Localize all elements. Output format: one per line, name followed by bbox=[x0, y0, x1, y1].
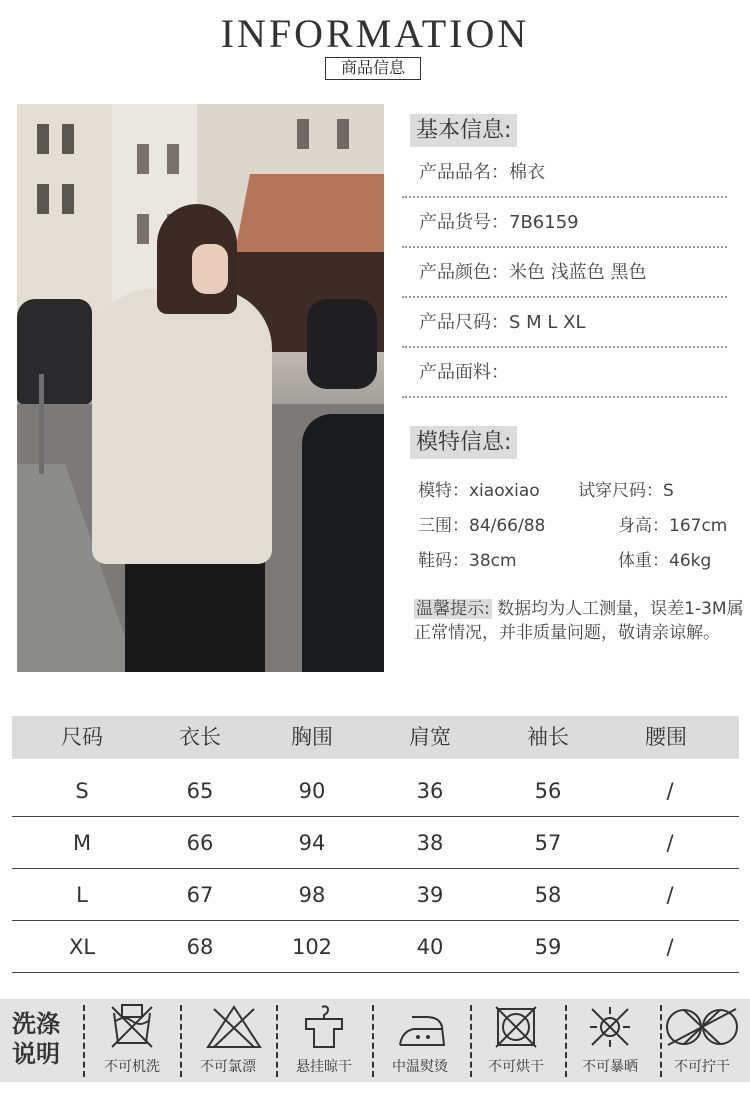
wash-label: 悬挂晾干 bbox=[296, 1059, 352, 1075]
model-shoe-size: 鞋码：38cm bbox=[418, 551, 517, 571]
wash-label: 不可暴晒 bbox=[582, 1059, 638, 1075]
size-table-header bbox=[12, 716, 739, 759]
model-info-heading: 模特信息: bbox=[410, 426, 517, 459]
table-row: L 67 98 39 58 / bbox=[12, 869, 739, 921]
product-photo bbox=[17, 104, 384, 672]
table-row: M 66 94 38 57 / bbox=[12, 817, 739, 869]
col-header-sleeve: 袖长 bbox=[527, 725, 569, 749]
wash-label: 不可机洗 bbox=[104, 1059, 160, 1075]
no-sun-icon bbox=[586, 1003, 634, 1051]
measurement-tip bbox=[414, 597, 744, 645]
wash-item-no-wring bbox=[656, 999, 748, 1082]
info-row-color: 产品颜色：米色 浅蓝色 黑色 bbox=[402, 248, 727, 298]
wash-title: 洗涤说明 bbox=[12, 1010, 60, 1068]
col-header-chest: 胸围 bbox=[291, 725, 333, 749]
wash-label: 不可烘干 bbox=[488, 1059, 544, 1075]
no-tumble-dry-icon bbox=[492, 1003, 540, 1051]
wash-label: 中温熨烫 bbox=[392, 1059, 448, 1075]
wash-item-no-machine-wash bbox=[86, 999, 178, 1082]
no-wring-icon bbox=[662, 1003, 742, 1051]
col-header-size: 尺码 bbox=[61, 725, 103, 749]
wash-instructions bbox=[0, 999, 750, 1082]
hang-dry-icon bbox=[300, 1003, 348, 1051]
tip-text: 数据均为人工测量，误差1-3M属正常情况，并非质量问题，敬请亲谅解。 bbox=[414, 599, 744, 643]
model-measurements: 三围：84/66/88 bbox=[418, 516, 546, 536]
wash-label: 不可氯漂 bbox=[200, 1059, 256, 1075]
wash-item-medium-iron bbox=[374, 999, 466, 1082]
info-row-fabric: 产品面料： bbox=[402, 348, 727, 398]
wash-item-no-bleach bbox=[182, 999, 274, 1082]
col-header-waist: 腰围 bbox=[645, 725, 687, 749]
model-name: 模特：xiaoxiao bbox=[418, 481, 540, 501]
no-bleach-icon bbox=[204, 1003, 264, 1051]
info-row-sku: 产品货号：7B6159 bbox=[402, 198, 727, 248]
wash-label: 不可拧干 bbox=[674, 1059, 730, 1075]
info-row-name: 产品品名：棉衣 bbox=[402, 148, 727, 198]
table-row: S 65 90 36 56 / bbox=[12, 765, 739, 817]
col-header-shoulder: 肩宽 bbox=[409, 725, 451, 749]
col-header-length: 衣长 bbox=[179, 725, 221, 749]
table-row: XL 68 102 40 59 / bbox=[12, 921, 739, 973]
tip-label: 温馨提示: bbox=[416, 599, 490, 619]
wash-item-no-sun bbox=[564, 999, 656, 1082]
basic-info-heading: 基本信息: bbox=[410, 114, 517, 147]
medium-iron-icon bbox=[396, 1003, 448, 1051]
model-try-size: 试穿尺码：S bbox=[578, 481, 674, 501]
no-machine-wash-icon bbox=[108, 1003, 156, 1051]
wash-item-no-tumble-dry bbox=[470, 999, 562, 1082]
page-subtitle-badge: 商品信息 bbox=[325, 57, 421, 80]
wash-item-hang-dry bbox=[278, 999, 370, 1082]
page-title: INFORMATION bbox=[220, 11, 530, 56]
info-row-size: 产品尺码：S M L XL bbox=[402, 298, 727, 348]
page-header bbox=[0, 0, 750, 95]
model-height: 身高：167cm bbox=[618, 516, 728, 536]
model-weight: 体重：46kg bbox=[618, 551, 712, 571]
